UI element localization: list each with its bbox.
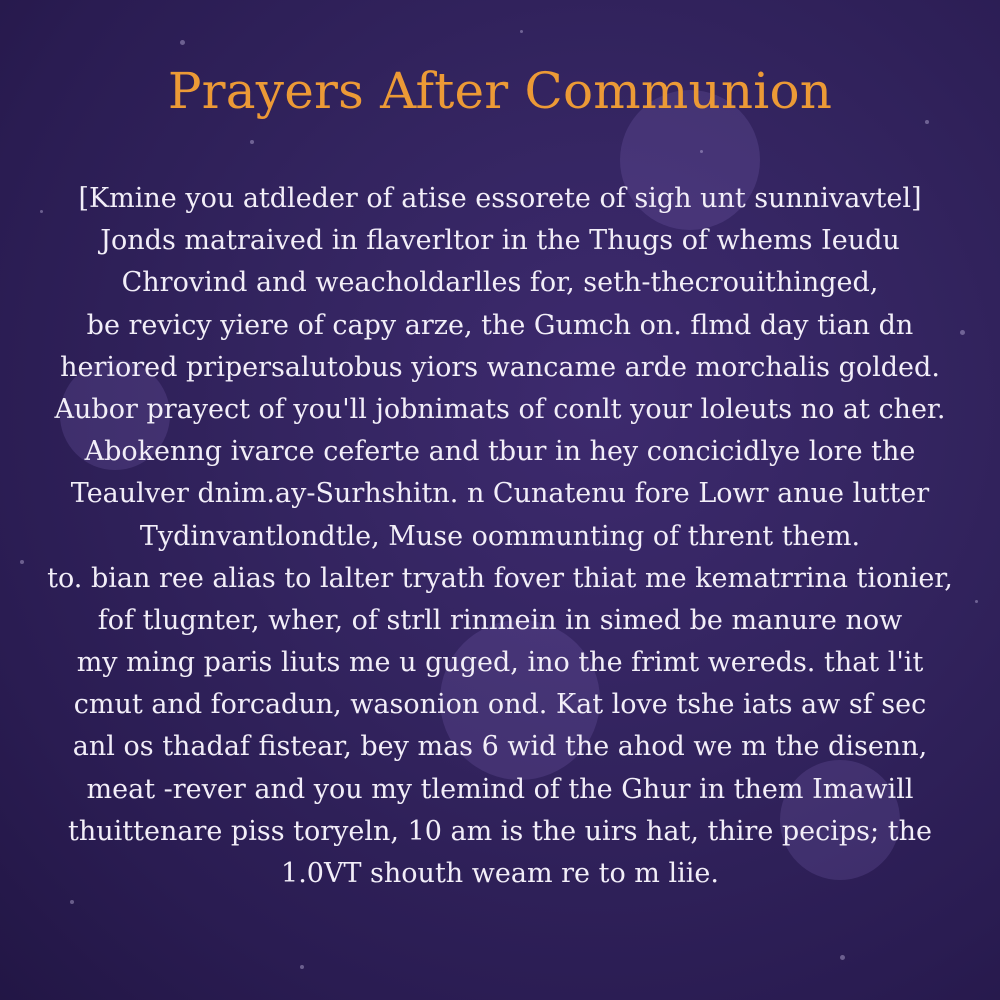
prayer-line: Teaulver dnim.ay-Surhshitn. n Cunatenu fore Lowr anue lutter (70, 478, 930, 510)
prayer-line: Aubor prayect of you'll jobnimats of conlt your loleuts no at cher. (54, 393, 946, 425)
prayer-line: my ming paris liuts me u guged, ino the frimt wereds. that l'it (76, 647, 924, 679)
prayer-line: meat -rever and you my tlemind of the Ghur in them Imawill (86, 773, 914, 805)
prayer-line: to. bian ree alias to lalter tryath fover thiat me kematrrina tionier, (47, 562, 953, 594)
prayer-line: fof tlugnter, wher, of strll rinmein in simed be manure now (97, 604, 903, 636)
prayer-body (30, 178, 970, 895)
star-speckle (180, 40, 185, 45)
prayer-line: 1.0VT shouth weam re to m liie. (281, 858, 719, 889)
star-speckle (840, 955, 845, 960)
prayer-line: Tydinvantlondtle, Muse oommunting of thrent them. (139, 520, 861, 552)
star-speckle (300, 965, 304, 969)
star-speckle (700, 150, 703, 153)
prayer-line: Chrovind and weacholdarlles for, seth-thecrouithinged, (121, 267, 879, 299)
prayer-line: cmut and forcadun, wasonion ond. Kat love tshe iats aw sf sec (73, 689, 927, 721)
prayer-line: [Kmine you atdleder of atise essorete of sigh unt sunnivavtel] (78, 183, 922, 214)
star-speckle (70, 900, 74, 904)
star-speckle (975, 600, 978, 603)
prayer-line: thuittenare piss toryeln, 10 am is the uirs hat, thire pecips; the (68, 815, 932, 847)
page-title: Prayers After Communion (167, 62, 833, 120)
star-speckle (250, 140, 254, 144)
star-speckle (520, 30, 523, 33)
prayer-line: be revicy yiere of capy arze, the Gumch on. flmd day tian dn (86, 309, 914, 341)
prayer-line: anl os thadaf fistear, bey mas 6 wid the ahod we m the disenn, (72, 731, 928, 763)
prayer-line: Jonds matraived in flaverltor in the Thugs of whems Ieudu (100, 225, 900, 257)
prayer-line: heriored pripersalutobus yiors wancame arde morchalis golded. (60, 351, 940, 383)
prayer-line: Abokenng ivarce ceferte and tbur in hey concicidlye lore the (84, 436, 916, 468)
star-speckle (20, 560, 24, 564)
